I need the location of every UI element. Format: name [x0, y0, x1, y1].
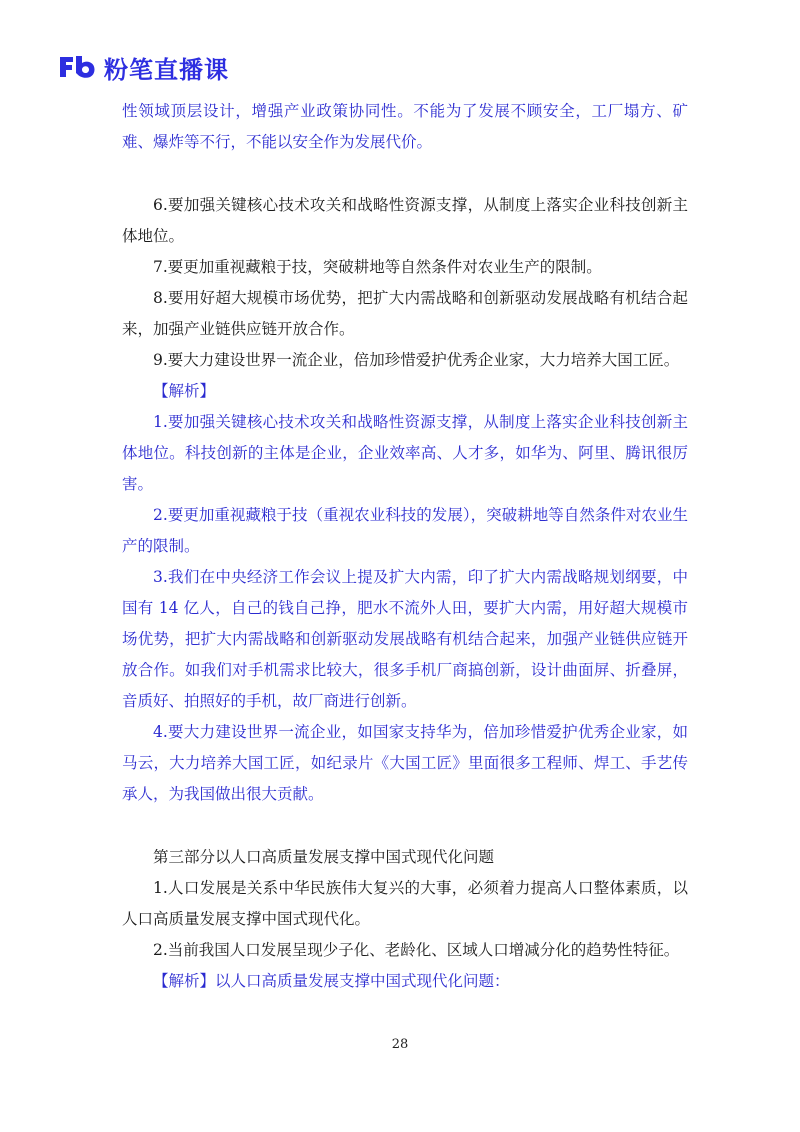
- header: [58, 50, 229, 84]
- point-6: 6.要加强关键核心技术攻关和战略性资源支撑，从制度上落实企业科技创新主体地位。: [122, 196, 688, 245]
- point-7: 7.要更加重视藏粮于技，突破耕地等自然条件对农业生产的限制。: [153, 258, 602, 276]
- analysis-4: 4.要大力建设世界一流企业，如国家支持华为，倍加珍惜爱护优秀企业家，如马云，大力培养大国工匠，如纪录片《大国工匠》里面很多工程师、焊工、手艺传承人，为我国做出很大贡献。: [122, 723, 688, 803]
- page-number: 28: [391, 1037, 409, 1052]
- document-body: [122, 96, 688, 997]
- section-3-point-1: 1.人口发展是关系中华民族伟大复兴的大事，必须着力提高人口整体素质，以人口高质量发展支撑中国式现代化。: [122, 879, 688, 928]
- section-3-point-2: 2.当前我国人口发展呈现少子化、老龄化、区域人口增减分化的趋势性特征。: [153, 941, 680, 959]
- point-8: 8.要用好超大规模市场优势，把扩大内需战略和创新驱动发展战略有机结合起来，加强产业链供应链开放合作。: [122, 289, 688, 338]
- analysis-heading: 【解析】: [153, 382, 216, 400]
- fb-logo-icon: [58, 55, 96, 79]
- section-3-title: 第三部分以人口高质量发展支撑中国式现代化问题: [153, 848, 495, 866]
- final-analysis: 【解析】以人口高质量发展支撑中国式现代化问题：: [153, 972, 510, 990]
- brand-name: 粉笔直播课: [104, 55, 229, 84]
- analysis-2: 2.要更加重视藏粮于技（重视农业科技的发展），突破耕地等自然条件对农业生产的限制。: [122, 506, 688, 555]
- analysis-3: 3.我们在中央经济工作会议上提及扩大内需，印了扩大内需战略规划纲要，中国有 14 亿人，自己的钱自己挣，肥水不流外人田，要扩大内需，用好超大规模市场优势，把扩大内需战略和创新驱动发展战略有机结合起来，加强产业链供应链开放合作。如我们对手机需求比较大，很多手机厂商搞创新，设计曲面屏、折叠屏，音质好、拍照好的手机，故厂商进行创新。: [122, 568, 688, 710]
- analysis-1: 1.要加强关键核心技术攻关和战略性资源支撑，从制度上落实企业科技创新主体地位。科技创新的主体是企业，企业效率高、人才多，如华为、阿里、腾讯很厉害。: [122, 413, 688, 493]
- intro-explanation: 性领域顶层设计，增强产业政策协同性。不能为了发展不顾安全，工厂塌方、矿难、爆炸等不行，不能以安全作为发展代价。: [122, 102, 688, 151]
- point-9: 9.要大力建设世界一流企业，倍加珍惜爱护优秀企业家，大力培养大国工匠。: [153, 351, 680, 369]
